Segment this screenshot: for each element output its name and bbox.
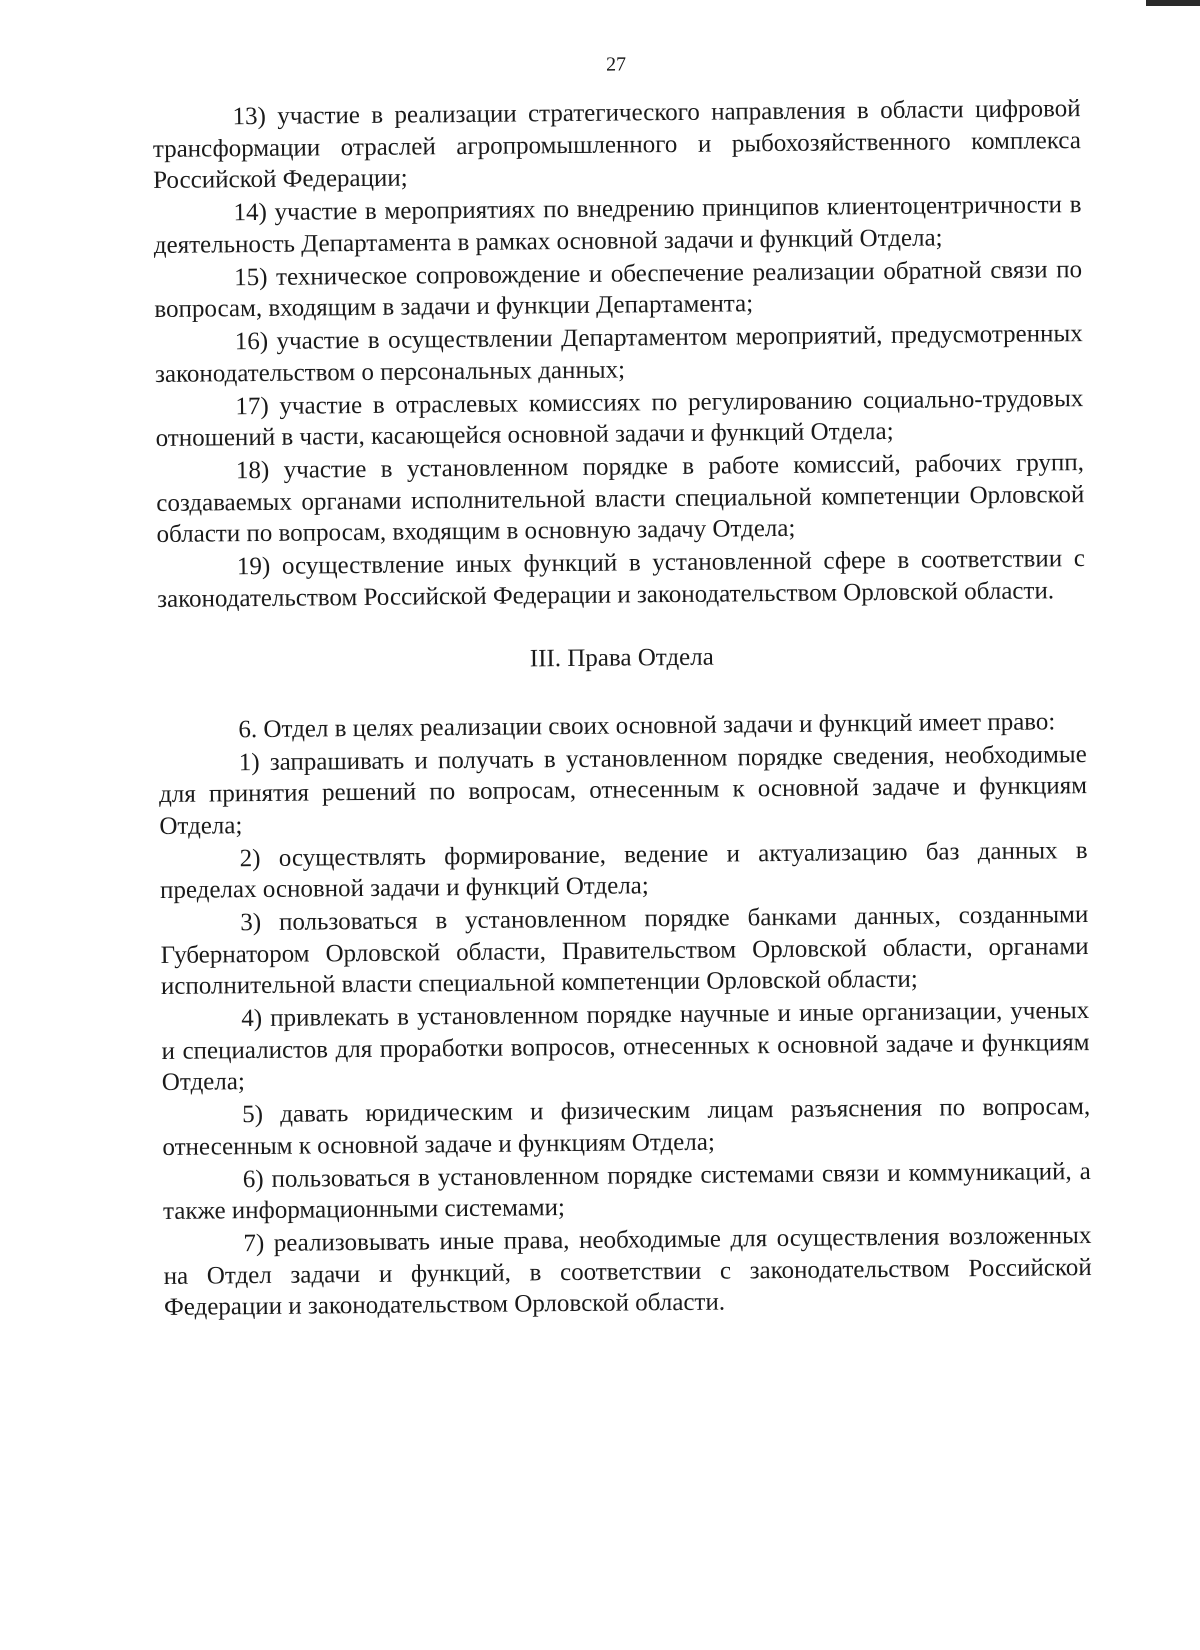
rights-item-3: 3) пользоваться в установленном порядке банками данных, созданными Губернатором Орловской области, Правительством Орловской области, органами исполнительной власти специальной компетенции Орловской области; — [160, 901, 1089, 1000]
rights-item-2: 2) осуществлять формирование, ведение и актуализацию баз данных в пределах основной задачи и функций Отдела; — [159, 836, 1088, 904]
rights-item-7: 7) реализовывать иные права, необходимые для осуществления возложенных на Отдел задачи и функций, в соответствии с законодательством Российской Федерации и законодательством Орловской области. — [163, 1222, 1092, 1321]
document-page — [152, 47, 1092, 1325]
rights-item-1: 1) запрашивать и получать в установленном порядке сведения, необходимые для принятия решений по вопросам, отнесенным к основной задаче и функциям Отдела; — [158, 740, 1088, 840]
function-item-18: 18) участие в установленном порядке в работе комиссий, рабочих групп, создаваемых органами исполнительной власти специальной компетенции Орловской области по вопросам, входящим в основную задачу Отдела; — [156, 449, 1085, 548]
section-heading: III. Права Отдела — [529, 643, 714, 673]
rights-item-5: 5) давать юридическим и физическим лицам разъяснения по вопросам, отнесенным к основной задаче и функциям Отдела; — [162, 1093, 1091, 1161]
function-item-17: 17) участие в отраслевых комиссиях по регулированию социально-трудовых отношений в части, касающейся основной задачи и функций Отдела; — [155, 384, 1084, 452]
scan-edge-mark — [1146, 0, 1200, 6]
rights-item-6: 6) пользоваться в установленном порядке системами связи и коммуникаций, а также информационными системами; — [162, 1157, 1091, 1225]
function-item-16: 16) участие в осуществлении Департаментом мероприятий, предусмотренных законодательством о персональных данных; — [154, 320, 1083, 388]
function-item-14: 14) участие в мероприятиях по внедрению принципов клиентоцентричности в деятельность Департамента в рамках основной задачи и функций Отдела; — [153, 191, 1082, 259]
rights-item-4: 4) привлекать в установленном порядке научные и иные организации, ученых и специалистов для проработки вопросов, отнесенных к основной задаче и функциям Отдела; — [161, 997, 1090, 1096]
function-item-19: 19) осуществление иных функций в установленной сфере в соответствии с законодательством Российской Федерации и законодательством Орловской области. — [157, 545, 1085, 613]
function-item-15: 15) техническое сопровождение и обеспечение реализации обратной связи по вопросам, входящим в задачи и функции Департамента; — [154, 255, 1083, 323]
rights-intro: 6. Отдел в целях реализации своих основной задачи и функций имеет право: — [238, 707, 1056, 743]
function-item-13: 13) участие в реализации стратегического направления в области цифровой трансформации отраслей агропромышленного и рыбохозяйственного комплекса Российской Федерации; — [152, 95, 1081, 194]
page-number: 27 — [605, 53, 627, 76]
